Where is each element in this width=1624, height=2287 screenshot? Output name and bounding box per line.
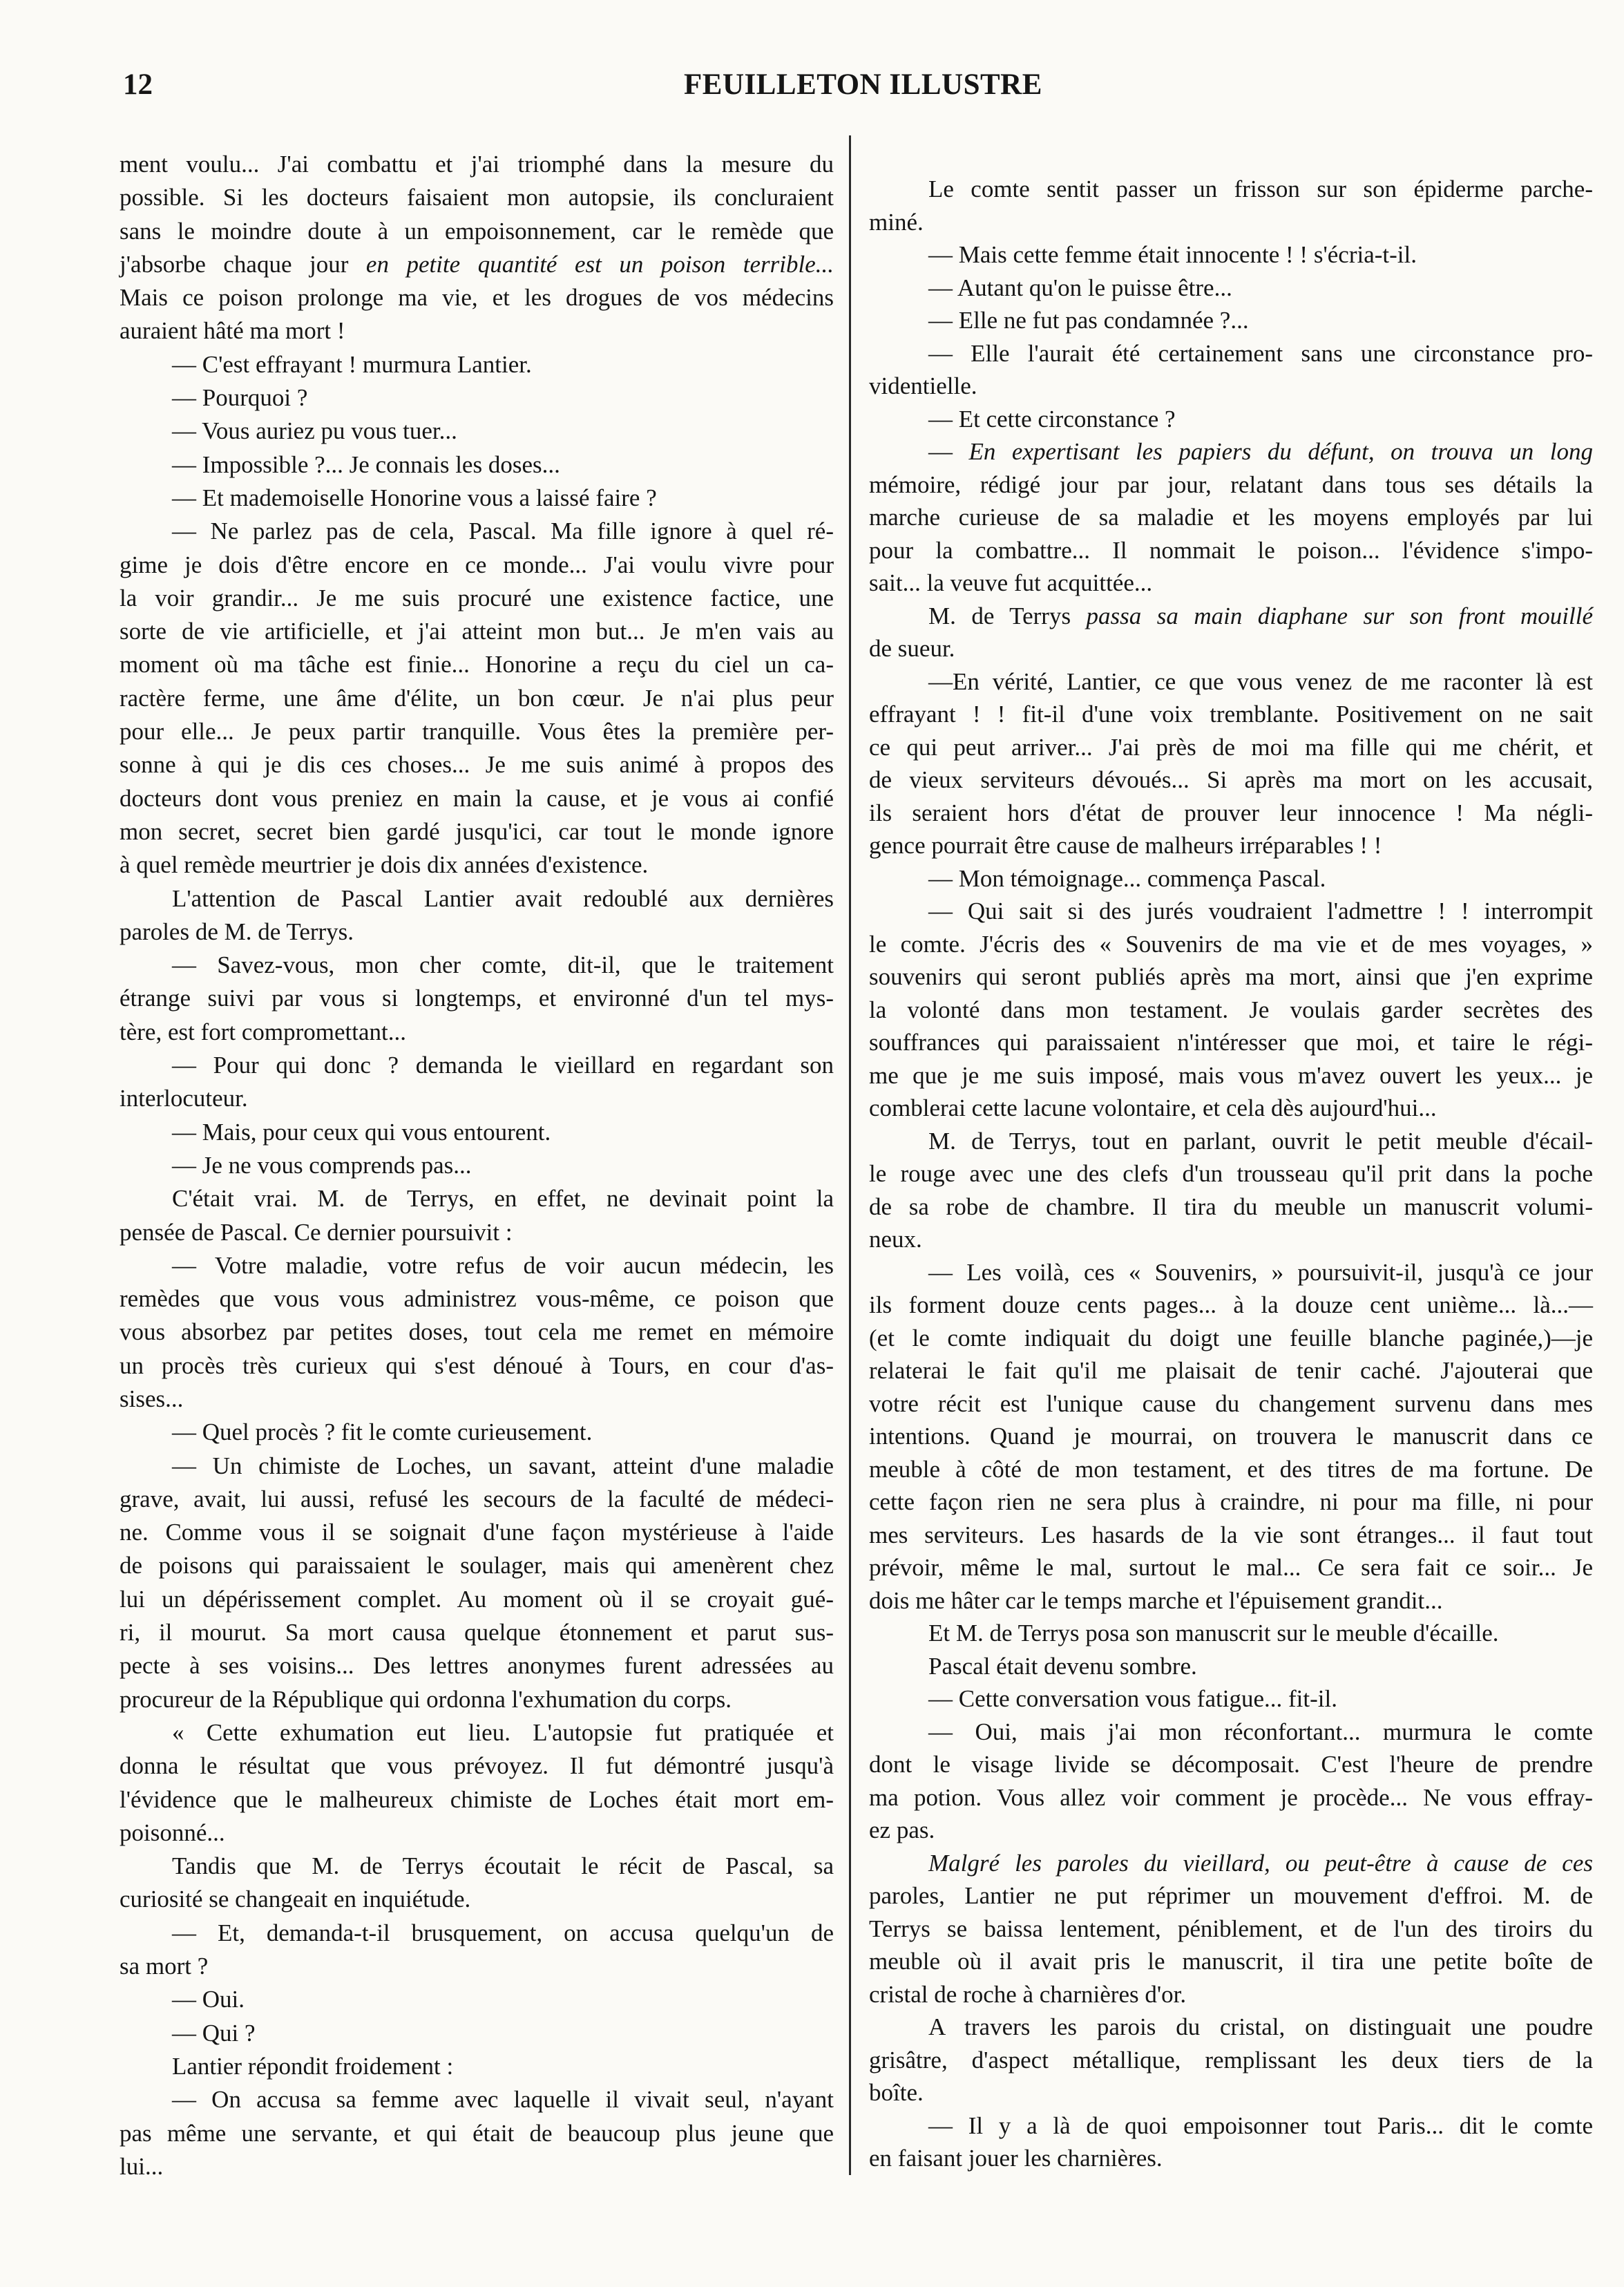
text-line: docteurs dont vous preniez en main la cause, et je vous ai confié xyxy=(120,784,834,812)
text-line: Mais ce poison prolonge ma vie, et les drogues de vos médecins xyxy=(120,284,834,312)
italic-text: passa sa main diaphane sur son front mouillé xyxy=(1086,602,1593,629)
text-line: curiosité se changeait en inquiétude. xyxy=(120,1886,471,1913)
text-line xyxy=(869,435,1593,468)
text-line: poisonné... xyxy=(120,1819,225,1846)
text-line: sans le moindre doute à un empoisonnement, car le remède que xyxy=(120,217,834,245)
text-line: meuble où il avait pris le manuscrit, il tira une petite boîte de xyxy=(869,1948,1593,1975)
text-line: sait... la veuve fut acquittée... xyxy=(869,569,1153,596)
text-line: — Pourquoi ? xyxy=(172,384,308,412)
text-line: sonne à qui je dis ces choses... Je me suis animé à propos des xyxy=(120,751,834,779)
text-line: pensée de Pascal. Ce dernier poursuivit : xyxy=(120,1218,513,1246)
text-line: — Je ne vous comprends pas... xyxy=(172,1151,472,1179)
text-line: Le comte sentit passer un frisson sur son épiderme parche- xyxy=(928,175,1593,202)
text-line: — Il y a là de quoi empoisonner tout Paris... dit le comte xyxy=(928,2112,1593,2139)
text-line: boîte. xyxy=(869,2079,924,2106)
paragraph xyxy=(869,895,1593,1125)
text-line: de sueur. xyxy=(869,635,955,662)
paragraph xyxy=(869,600,1593,665)
paragraph xyxy=(869,1617,1593,1650)
text-line: —En vérité, Lantier, ce que vous venez de me raconter là est xyxy=(928,667,1593,695)
text-line: Et M. de Terrys posa son manuscrit sur le meuble d'écaille. xyxy=(928,1620,1499,1647)
text-line xyxy=(869,1847,1593,1880)
text-line: de sa robe de chambre. Il tira du meuble un manuscrit volumi- xyxy=(869,1193,1593,1220)
paragraph xyxy=(120,1182,834,1249)
text-line: prévoir, même le mal, surtout le mal... Ce sera fait ce soir... Je xyxy=(869,1554,1593,1581)
paragraph xyxy=(869,1125,1593,1256)
text-line: gime je dois d'être encore en ce monde... J'ai voulu vivre pour xyxy=(120,551,834,578)
text-line: ractère ferme, une âme d'élite, un bon cœur. Je n'ai plus peur xyxy=(120,684,834,712)
paragraph xyxy=(869,2011,1593,2109)
text-line: A travers les parois du cristal, on distinguait une poudre xyxy=(928,2013,1593,2040)
text-line: ez pas. xyxy=(869,1816,935,1843)
page-title: FEUILLETON ILLUSTRE xyxy=(684,68,1042,101)
text-line: relaterai le fait qu'il me plaisait de tenir caché. J'ajouterai que xyxy=(869,1357,1593,1384)
text-line: le comte. J'écris des « Souvenirs de ma vie et de mes voyages, » xyxy=(869,930,1593,958)
text-line: — Un chimiste de Loches, un savant, atteint d'une maladie xyxy=(172,1452,834,1479)
italic-text: Malgré les paroles du vieillard, ou peut-être à cause de ces xyxy=(928,1849,1593,1877)
text-line: marche curieuse de sa maladie et les moyens employés par lui xyxy=(869,504,1593,531)
text-line: — Et mademoiselle Honorine vous a laissé faire ? xyxy=(172,484,657,511)
text-line: ce qui peut arriver... J'ai près de moi ma fille qui me chérit, et xyxy=(869,733,1593,761)
text-line: — Oui. xyxy=(172,1986,245,2013)
text-line: — Qui sait si des jurés voudraient l'admettre ! ! interrompit xyxy=(928,898,1593,924)
text-line: — Savez-vous, mon cher comte, dit-il, que le traitement xyxy=(172,951,834,979)
italic-text: En expertisant les papiers du défunt, on trouva un long xyxy=(968,438,1593,465)
text-line: ils seraient hors d'état de prouver leur innocence ! Ma négli- xyxy=(869,799,1593,826)
paragraph xyxy=(869,238,1593,272)
text-line: sises... xyxy=(120,1385,184,1412)
text-line: de poisons qui paraissaient le soulager, mais qui amenèrent chez xyxy=(120,1552,834,1579)
text-line: sa mort ? xyxy=(120,1953,209,1980)
paragraph xyxy=(120,2017,834,2050)
text-line: M. de Terrys, tout en parlant, ouvrit le petit meuble d'écail- xyxy=(928,1127,1593,1155)
paragraph xyxy=(120,1249,834,1416)
text-line: ri, il mourut. Sa mort causa quelque étonnement et parut sus- xyxy=(120,1619,834,1647)
text-line: pas même une servante, et qui était de beaucoup plus jeune que xyxy=(120,2119,834,2147)
text-line: interlocuteur. xyxy=(120,1085,248,1112)
text-line: paroles, Lantier ne put réprimer un mouvement d'effroi. M. de xyxy=(869,1882,1593,1909)
paragraph xyxy=(120,1983,834,2016)
text-line: meuble à côté de mon testament, et des titres de ma fortune. De xyxy=(869,1455,1593,1483)
text-line: souvenirs qui seront publiés après ma mort, ainsi que j'en exprime xyxy=(869,963,1593,990)
text-line: C'était vrai. M. de Terrys, en effet, ne devinait point la xyxy=(172,1185,834,1213)
paragraph xyxy=(869,173,1593,238)
text-line: lui un dépérissement complet. Au moment où il se croyait gué- xyxy=(120,1585,834,1613)
text-line: gence pourrait être cause de malheurs irréparables ! ! xyxy=(869,832,1382,859)
paragraph xyxy=(120,1850,834,1917)
roman-text: M. de Terrys xyxy=(928,602,1087,629)
text-line: neux. xyxy=(869,1226,922,1253)
paragraph xyxy=(869,2109,1593,2175)
text-line: la voir grandir... Je me suis procuré une existence factice, une xyxy=(120,584,834,611)
paragraph xyxy=(120,949,834,1049)
paragraph xyxy=(120,2050,834,2083)
paragraph xyxy=(869,1650,1593,1683)
paragraph xyxy=(120,448,834,482)
text-line: — Quel procès ? fit le comte curieusement. xyxy=(172,1418,593,1446)
text-line: un procès très curieux qui s'est dénoué à Tours, en cour d'as- xyxy=(120,1351,834,1379)
text-line: ma potion. Vous allez voir comment je procède... Ne vous effray- xyxy=(869,1783,1593,1811)
paragraph xyxy=(120,1917,834,1984)
text-line: — Impossible ?... Je connais les doses... xyxy=(172,450,560,478)
text-line: — Pour qui donc ? demanda le vieillard en regardant son xyxy=(172,1052,834,1079)
text-line: la volonté dans mon testament. Je voulais garder secrètes des xyxy=(869,996,1593,1023)
text-line: effrayant ! ! fit-il d'une voix tremblante. Positivement on ne sait xyxy=(869,701,1593,728)
text-line: — C'est effrayant ! murmura Lantier. xyxy=(172,350,532,378)
text-line: miné. xyxy=(869,208,924,236)
text-line xyxy=(869,600,1593,633)
roman-text: j'absorbe chaque jour xyxy=(120,250,366,278)
paragraph xyxy=(869,1682,1593,1716)
paragraph xyxy=(120,1116,834,1149)
paragraph xyxy=(120,1450,834,1716)
text-line: vous absorbez par petites doses, tout cela me remet en mémoire xyxy=(120,1318,834,1346)
text-line: me que je me suis imposé, mais vous m'avez ouvert les yeux... je xyxy=(869,1061,1593,1089)
roman-text: — xyxy=(928,438,969,465)
text-line: pour la combattre... Il nommait le poison... l'évidence s'impo- xyxy=(869,536,1593,564)
text-line: Lantier répondit froidement : xyxy=(172,2052,454,2080)
text-line: Tandis que M. de Terrys écoutait le récit de Pascal, sa xyxy=(172,1852,834,1880)
text-line: — Autant qu'on le puisse être... xyxy=(928,274,1232,301)
text-line: dois me hâter car le temps marche et l'épuisement grandit... xyxy=(869,1586,1443,1614)
text-line: l'évidence que le malheureux chimiste de Loches était mort em- xyxy=(120,1785,834,1813)
text-line: mon secret, secret bien gardé jusqu'ici, car tout le monde ignore xyxy=(120,817,834,845)
text-line: ils forment douze cents pages... à la douze cent unième... là...— xyxy=(869,1291,1593,1318)
paragraph xyxy=(120,348,834,381)
paragraph xyxy=(120,1049,834,1116)
text-line: — Elle l'aurait été certainement sans une circonstance pro- xyxy=(928,339,1593,367)
text-line: lui... xyxy=(120,2152,164,2180)
text-line: — On accusa sa femme avec laquelle il vivait seul, n'ayant xyxy=(172,2086,834,2114)
text-line: tère, est fort compromettant... xyxy=(120,1018,406,1045)
text-line: de vieux serviteurs dévoués... Si après ma mort on les accusait, xyxy=(869,766,1593,793)
text-line: ne. Comme vous il se soignait d'une façon mystérieuse à l'aide xyxy=(120,1519,834,1546)
text-line: — Cette conversation vous fatigue... fit-il. xyxy=(928,1685,1337,1712)
right-column xyxy=(869,173,1593,2175)
text-line: — Qui ? xyxy=(172,2019,256,2047)
paragraph xyxy=(120,1416,834,1449)
paragraph xyxy=(869,1716,1593,1847)
text-line: mémoire, rédigé jour par jour, relatant dans tous ses détails la xyxy=(869,471,1593,498)
paragraph xyxy=(120,2083,834,2183)
text-line: — Oui, mais j'ai mon réconfortant... murmura le comte xyxy=(928,1718,1593,1745)
text-line: en faisant jouer les charnières. xyxy=(869,2145,1163,2172)
text-line: — Mais cette femme était innocente ! ! s'écria-t-il. xyxy=(928,241,1417,268)
text-line: moment où ma tâche est finie... Honorine a reçu du ciel un ca- xyxy=(120,651,834,678)
paragraph xyxy=(869,665,1593,862)
paragraph xyxy=(120,1149,834,1182)
paragraph xyxy=(869,337,1593,403)
text-line: « Cette exhumation eut lieu. L'autopsie fut pratiquée et xyxy=(172,1718,834,1746)
text-line: le rouge avec une des clefs d'un trousseau qu'il prit dans la poche xyxy=(869,1160,1593,1187)
italic-text: en petite quantité est un poison terrible... xyxy=(365,250,834,278)
paragraph xyxy=(120,482,834,515)
paragraph xyxy=(120,1716,834,1850)
paragraph xyxy=(120,415,834,448)
text-line: à quel remède meurtrier je dois dix années d'existence. xyxy=(120,851,649,879)
left-column xyxy=(120,148,834,2183)
text-line: (et le comte indiquait du doigt une feuille blanche paginée,)—je xyxy=(869,1324,1593,1351)
text-line: souffrances qui paraissaient n'intéresser que moi, et taire le régi- xyxy=(869,1029,1593,1056)
text-line: sorte de vie artificielle, et j'ai atteint mon but... Je m'en vais au xyxy=(120,618,834,645)
text-line: grave, avait, lui aussi, refusé les secours de la faculté de médeci- xyxy=(120,1485,834,1512)
paragraph xyxy=(869,862,1593,895)
paragraph xyxy=(120,381,834,415)
text-line: donna le résultat que vous prévoyez. Il fut démontré jusqu'à xyxy=(120,1752,834,1780)
text-line: possible. Si les docteurs faisaient mon autopsie, ils concluraient xyxy=(120,184,834,211)
text-line: votre récit est l'unique cause du changement survenu dans mes xyxy=(869,1389,1593,1417)
paragraph xyxy=(869,1847,1593,2011)
text-line: — Mon témoignage... commença Pascal. xyxy=(928,864,1326,892)
text-line: Pascal était devenu sombre. xyxy=(928,1652,1197,1680)
text-line: grisâtre, d'aspect métallique, remplissant les deux tiers de la xyxy=(869,2046,1593,2074)
text-line: L'attention de Pascal Lantier avait redoublé aux dernières xyxy=(172,884,834,912)
text-line: comblerai cette lacune volontaire, et cela dès aujourd'hui... xyxy=(869,1094,1437,1121)
paragraph xyxy=(869,304,1593,337)
text-line: procureur de la République qui ordonna l'exhumation du corps. xyxy=(120,1685,732,1713)
text-line: — Vous auriez pu vous tuer... xyxy=(172,417,457,445)
text-line: — Elle ne fut pas condamnée ?... xyxy=(928,307,1249,334)
text-line: pecte à ses voisins... Des lettres anonymes furent adressées au xyxy=(120,1652,834,1680)
paragraph xyxy=(120,515,834,882)
text-line: — Et, demanda-t-il brusquement, on accusa quelqu'un de xyxy=(172,1919,834,1946)
text-line: pour elle... Je peux partir tranquille. Vous êtes la première per- xyxy=(120,718,834,746)
paragraph xyxy=(869,272,1593,305)
text-line: auraient hâté ma mort ! xyxy=(120,317,345,345)
text-line: ment voulu... J'ai combattu et j'ai triomphé dans la mesure du xyxy=(120,151,834,178)
text-line: remèdes que vous vous administrez vous-même, ce poison que xyxy=(120,1285,834,1313)
paragraph xyxy=(869,435,1593,600)
text-line: cristal de roche à charnières d'or. xyxy=(869,1980,1187,2008)
paragraph xyxy=(869,1256,1593,1617)
page-number: 12 xyxy=(123,68,153,101)
column-divider xyxy=(849,135,851,2175)
paragraph xyxy=(869,403,1593,436)
text-line xyxy=(120,248,834,281)
text-line: intentions. Quand je mourrai, on trouvera le manuscrit dans ce xyxy=(869,1423,1593,1450)
text-line: cette façon rien ne sera plus à craindre, ni pour ma fille, ni pour xyxy=(869,1488,1593,1515)
text-line: mes serviteurs. Les hasards de la vie sont étranges... il faut tout xyxy=(869,1521,1593,1548)
text-line: — Ne parlez pas de cela, Pascal. Ma fille ignore à quel ré- xyxy=(172,518,834,545)
text-line: — Votre maladie, votre refus de voir aucun médecin, les xyxy=(172,1251,834,1279)
text-line: — Les voilà, ces « Souvenirs, » poursuivit-il, jusqu'à ce jour xyxy=(928,1258,1593,1286)
text-line: étrange suivi par vous si longtemps, et environné d'un tel mys- xyxy=(120,985,834,1012)
paragraph xyxy=(120,148,834,348)
text-line: dont le visage livide se décomposait. C'est l'heure de prendre xyxy=(869,1751,1593,1778)
text-line: paroles de M. de Terrys. xyxy=(120,918,354,945)
text-line: — Et cette circonstance ? xyxy=(928,405,1176,433)
text-line: videntielle. xyxy=(869,372,977,399)
text-line: Terrys se baissa lentement, péniblement, et de l'un des tiroirs du xyxy=(869,1915,1593,1942)
text-line: — Mais, pour ceux qui vous entourent. xyxy=(172,1118,551,1146)
paragraph xyxy=(120,882,834,949)
